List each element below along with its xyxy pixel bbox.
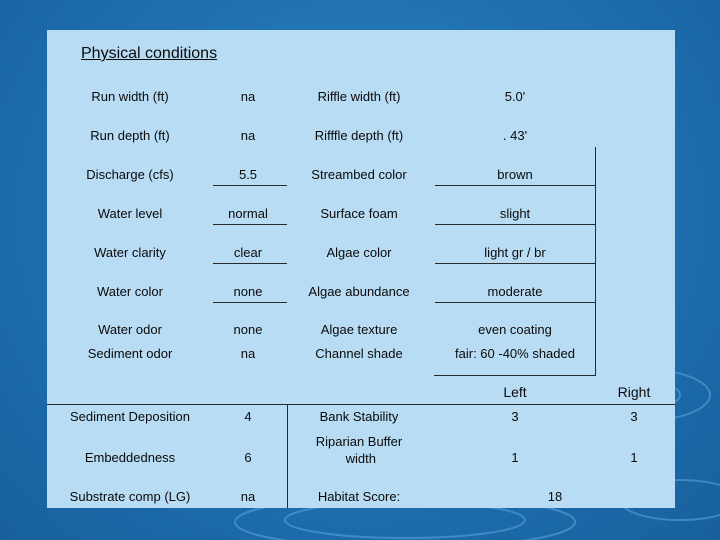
divider-value2-col — [435, 263, 595, 264]
lower-row-label: Embeddedness — [84, 450, 176, 465]
divider-value-col — [213, 302, 287, 303]
lower-row-right: 3 — [630, 409, 638, 424]
divider-value-col — [213, 224, 287, 225]
habitat-score-value: 18 — [547, 489, 563, 504]
lower-row-value: na — [240, 489, 256, 504]
row-label2: Channel shade — [315, 346, 403, 361]
bank-header-right: Right — [617, 384, 651, 400]
row-label2: Riffle width (ft) — [317, 89, 401, 104]
lower-row-label2: Habitat Score: — [317, 489, 401, 504]
row-label: Water color — [97, 284, 163, 299]
lower-row-left: 1 — [511, 450, 519, 465]
horizontal-divider — [434, 375, 596, 376]
lower-row-label: Sediment Deposition — [70, 409, 190, 424]
horizontal-divider — [47, 404, 675, 405]
divider-value2-col — [435, 185, 595, 186]
vertical-divider — [287, 405, 288, 508]
row-label: Sediment odor — [87, 346, 173, 361]
bank-header-left: Left — [503, 384, 527, 400]
row-label2: Algae abundance — [308, 284, 410, 299]
row-label: Run depth (ft) — [90, 128, 170, 143]
lower-row-right: 1 — [630, 450, 638, 465]
row-label: Run width (ft) — [91, 89, 169, 104]
divider-value2-col — [435, 302, 595, 303]
row-label2: Algae texture — [320, 322, 398, 337]
lower-row-left: 3 — [511, 409, 519, 424]
row-value2: fair: 60 -40% shaded — [455, 346, 575, 361]
row-label2: Rifffle depth (ft) — [314, 128, 404, 143]
row-value: none — [233, 322, 263, 337]
row-value: na — [240, 89, 256, 104]
lower-row-label2: Bank Stability — [319, 409, 399, 424]
row-value2: 5.0' — [504, 89, 526, 104]
row-label2: Surface foam — [320, 206, 398, 221]
row-label: Water clarity — [94, 245, 166, 260]
row-value: normal — [228, 206, 268, 221]
row-value2: moderate — [487, 284, 543, 299]
row-label: Water level — [97, 206, 163, 221]
section-title: Physical conditions — [81, 45, 218, 62]
divider-value-col — [213, 263, 287, 264]
row-value: clear — [233, 245, 263, 260]
row-value: 5.5 — [238, 167, 258, 182]
lower-row-label2: Riparian Buffer width — [315, 434, 403, 466]
vertical-divider — [595, 147, 596, 375]
row-value2: even coating — [478, 322, 552, 337]
divider-value2-col — [435, 224, 595, 225]
lower-row-value: 6 — [244, 450, 252, 465]
row-value: na — [240, 346, 256, 361]
row-label2: Algae color — [326, 245, 392, 260]
row-label: Discharge (cfs) — [86, 167, 174, 182]
row-value2: light gr / br — [484, 245, 546, 260]
row-value: na — [240, 128, 256, 143]
row-value: none — [233, 284, 263, 299]
row-value2: slight — [499, 206, 531, 221]
row-value2: brown — [497, 167, 533, 182]
lower-row-value: 4 — [244, 409, 252, 424]
divider-value-col — [213, 185, 287, 186]
row-label2: Streambed color — [311, 167, 407, 182]
lower-row-label: Substrate comp (LG) — [69, 489, 191, 504]
row-value2: . 43' — [502, 128, 528, 143]
row-label: Water odor — [98, 322, 162, 337]
